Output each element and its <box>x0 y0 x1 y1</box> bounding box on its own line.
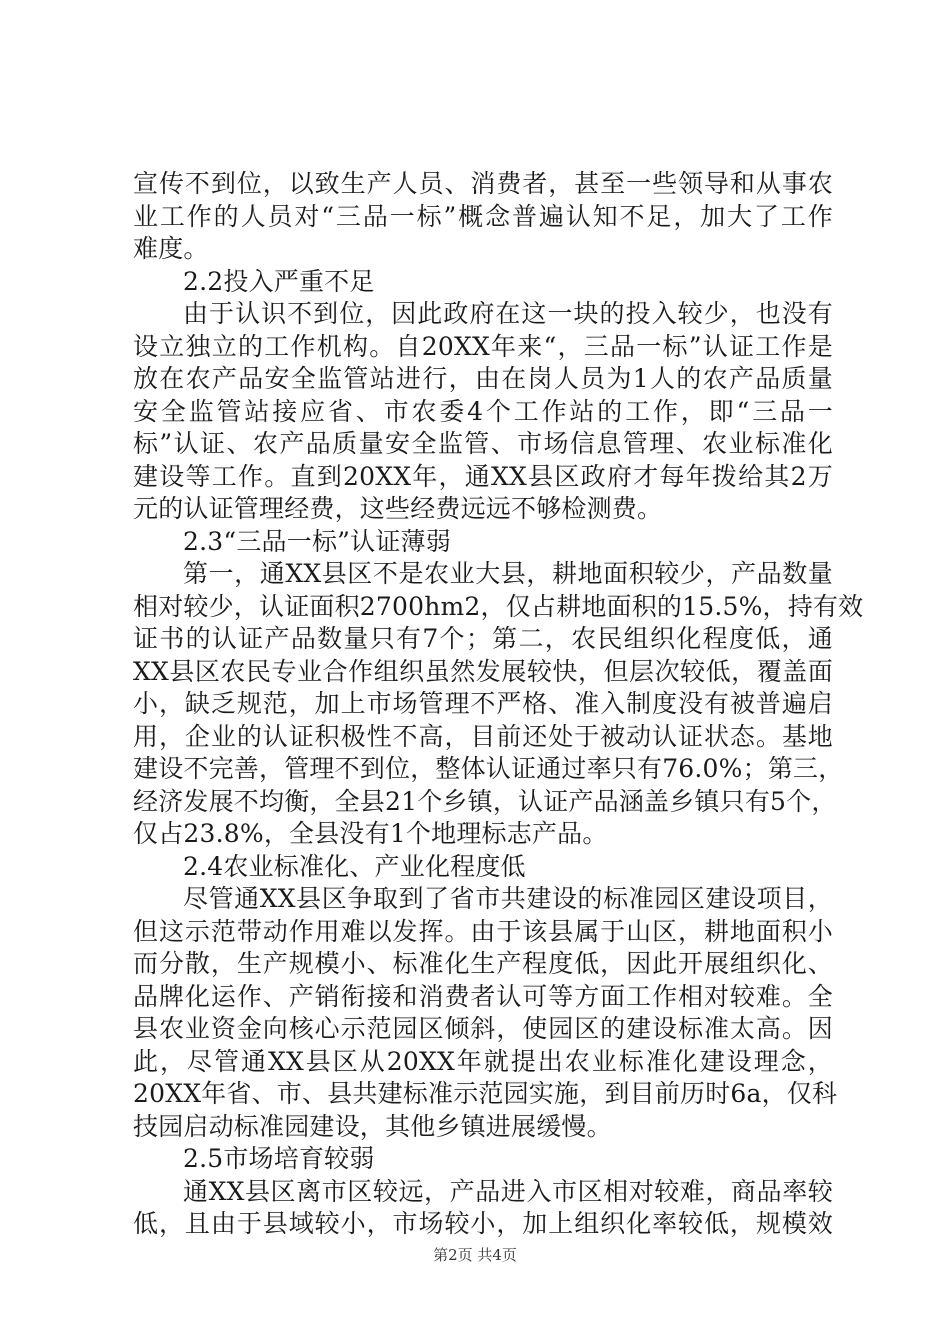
paragraph-line: 低，且由于县域较小，市场较小，加上组织化率较低，规模效 <box>133 1209 833 1238</box>
paragraph-line: 安全监管站接应省、市农委4个工作站的工作，即“三品一 <box>133 396 833 426</box>
section-heading-2-4: 2.4农业标准化、产业化程度低 <box>183 851 526 881</box>
paragraph-line: 尽管通XX县区争取到了省市共建设的标准园区建设项目， <box>183 884 833 913</box>
document-body <box>133 168 864 1241</box>
paragraph-line: 设立独立的工作机构。自20XX年来“，三品一标”认证工作是 <box>133 331 833 361</box>
paragraph-line: 小，缺乏规范，加上市场管理不严格、准入制度没有被普遍启 <box>133 689 833 718</box>
paragraph-line: 元的认证管理经费，这些经费远远不够检测费。 <box>133 494 663 523</box>
paragraph-line: 品牌化运作、产销衔接和消费者认可等方面工作相对较难。全 <box>133 981 833 1011</box>
paragraph-line: 标”认证、农产品质量安全监管、市场信息管理、农业标准化 <box>133 429 833 458</box>
paragraph-line: 经济发展不均衡，全县21个乡镇，认证产品涵盖乡镇只有5个， <box>133 786 837 816</box>
paragraph-line: XX县区农民专业合作组织虽然发展较快，但层次较低，覆盖面 <box>133 656 833 686</box>
paragraph-line: 但这示范带动作用难以发挥。由于该县属于山区，耕地面积小 <box>133 916 833 946</box>
paragraph-line: 证书的认证产品数量只有7个；第二，农民组织化程度低，通 <box>133 624 833 653</box>
paragraph-line: 由于认识不到位，因此政府在这一块的投入较少，也没有 <box>183 299 833 328</box>
paragraph-line: 而分散，生产规模小、标准化生产程度低，因此开展组织化、 <box>133 949 833 978</box>
paragraph-line: 此，尽管通XX县区从20XX年就提出农业标准化建设理念， <box>133 1046 833 1076</box>
section-heading-2-2: 2.2投入严重不足 <box>183 266 375 296</box>
paragraph-line: 20XX年省、市、县共建标准示范园实施，到目前历时6a，仅科 <box>133 1079 838 1108</box>
paragraph-line: 通XX县区离市区较远，产品进入市区相对较难，商品率较 <box>183 1176 833 1206</box>
paragraph-line: 业工作的人员对“三品一标”概念普遍认知不足，加大了工作 <box>133 201 833 231</box>
section-heading-2-3: 2.3“三品一标”认证薄弱 <box>183 526 451 556</box>
page-number-footer: 第2页 共4页 <box>433 1246 517 1264</box>
section-heading-2-5: 2.5市场培育较弱 <box>183 1144 375 1173</box>
paragraph-line: 用，企业的认证积极性不高，目前还处于被动认证状态。基地 <box>133 721 833 751</box>
paragraph-line: 第一，通XX县区不是农业大县，耕地面积较少，产品数量 <box>183 559 833 588</box>
paragraph-line: 县农业资金向核心示范园区倾斜，使园区的建设标准太高。因 <box>133 1014 833 1043</box>
paragraph-line: 建设不完善，管理不到位，整体认证通过率只有76.0%；第三， <box>133 754 844 783</box>
paragraph-line: 宣传不到位，以致生产人员、消费者，甚至一些领导和从事农 <box>133 169 833 198</box>
paragraph-line: 放在农产品安全监管站进行，由在岗人员为1人的农产品质量 <box>133 364 833 393</box>
paragraph-line: 仅占23.8%，全县没有1个地理标志产品。 <box>133 819 608 848</box>
paragraph-line: 相对较少，认证面积2700hm2，仅占耕地面积的15.5%，持有效 <box>133 591 864 621</box>
paragraph-line: 难度。 <box>133 234 209 263</box>
paragraph-line: 技园启动标准园建设，其他乡镇进展缓慢。 <box>133 1111 612 1141</box>
paragraph-line: 建设等工作。直到20XX年，通XX县区政府才每年拨给其2万 <box>133 461 833 491</box>
